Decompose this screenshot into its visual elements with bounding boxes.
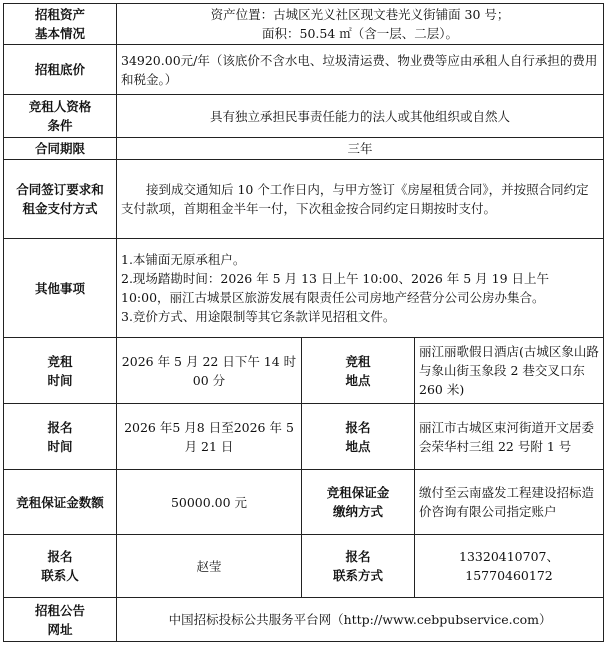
asset-value	[117, 4, 604, 45]
lease-info-table	[3, 3, 604, 642]
term-value: 三年	[117, 138, 604, 160]
signing-label-line1: 合同签订要求和	[16, 182, 104, 197]
row-term	[4, 138, 604, 160]
contact-person-label-line2: 联系人	[41, 568, 79, 583]
bidding-time-label-line2: 时间	[47, 372, 73, 388]
bidding-place-label	[302, 338, 415, 404]
bidding-time-label-line1: 竞租	[47, 353, 73, 369]
bidding-place-label-line2: 地点	[345, 372, 371, 388]
website-label-line2: 网址	[47, 621, 73, 637]
other-label: 其他事项	[4, 239, 117, 338]
other-item-3: 3.竞价方式、用途限制等其它条款详见招租文件。	[121, 309, 396, 324]
registration-time-label-line1: 报名	[47, 419, 73, 435]
bidding-time-label	[4, 338, 117, 404]
qualification-label-line1: 竞租人资格	[28, 99, 92, 114]
other-item-1: 1.本铺面无原承租户。	[121, 252, 246, 267]
signing-label-line2: 租金支付方式	[22, 201, 98, 216]
registration-place-label-line2: 地点	[345, 438, 371, 454]
registration-place-label	[302, 404, 415, 470]
base-price-value: 34920.00元/年（该底价不含水电、垃圾清运费、物业费等应由承租人自行承担的费用和税金。）	[117, 45, 604, 95]
registration-place-value: 丽江市古城区束河街道开文居委会荣华村三组 22 号附 1 号	[415, 404, 604, 470]
registration-place-label-line1: 报名	[345, 419, 371, 435]
other-item-2: 2.现场踏勘时间：2026 年 5 月 13 日上午 10:00、2026 年 5 月 19 日上午 10:00，丽江古城景区旅游发展有限责任公司房地产经营分公司公房办集合。	[121, 271, 549, 305]
signing-label	[4, 160, 117, 239]
website-label-line1: 招租公告	[34, 602, 85, 618]
website-value: 中国招标投标公共服务平台网（http://www.cebpubservice.com）	[117, 598, 604, 642]
contact-person-value: 赵莹	[117, 535, 302, 598]
registration-time-label	[4, 404, 117, 470]
contact-method-label	[302, 535, 415, 598]
asset-label	[4, 4, 117, 45]
signing-value: 接到成交通知后 10 个工作日内，与甲方签订《房屋租赁合同》，并按照合同约定支付款项，首期租金半年一付，下次租金按合同约定日期按时支付。	[117, 160, 604, 239]
deposit-method-label	[302, 470, 415, 535]
row-other	[4, 239, 604, 338]
row-deposit	[4, 470, 604, 535]
asset-label-line2: 基本情况	[34, 26, 85, 41]
website-label	[4, 598, 117, 642]
deposit-method-label-line2: 缴纳方式	[332, 504, 383, 519]
row-contact	[4, 535, 604, 598]
qualification-value: 具有独立承担民事责任能力的法人或其他组织或自然人	[117, 95, 604, 138]
row-bidding	[4, 338, 604, 404]
row-signing	[4, 160, 604, 239]
bidding-place-value: 丽江丽歌假日酒店(古城区象山路与象山街玉象段 2 巷交叉口东 260 米)	[415, 338, 604, 404]
contact-method-value: 13320410707、15770460172	[415, 535, 604, 598]
bidding-place-label-line1: 竞租	[345, 353, 371, 369]
other-value	[117, 239, 604, 338]
asset-label-line1: 招租资产	[34, 7, 85, 22]
row-qualification	[4, 95, 604, 138]
contact-person-label	[4, 535, 117, 598]
deposit-method-value: 缴付至云南盛发工程建设招标造价咨询有限公司指定账户	[415, 470, 604, 535]
row-website	[4, 598, 604, 642]
deposit-method-label-line1: 竞租保证金	[326, 485, 390, 500]
term-label: 合同期限	[4, 138, 117, 160]
deposit-amount-label: 竞租保证金数额	[4, 470, 117, 535]
registration-time-label-line2: 时间	[47, 438, 73, 454]
base-price-label: 招租底价	[4, 45, 117, 95]
qualification-label-line2: 条件	[47, 118, 73, 133]
registration-time-value: 2026 年5 月8 日至2026 年 5 月 21 日	[117, 404, 302, 470]
contact-person-label-line1: 报名	[47, 549, 73, 564]
row-asset	[4, 4, 604, 45]
asset-location: 资产位置：古城区光义社区现文巷光义街铺面 30 号；	[210, 7, 510, 22]
asset-area: 面积：50.54 ㎡（含一层、二层）。	[262, 26, 459, 41]
contact-method-label-line1: 报名	[345, 549, 371, 564]
row-registration	[4, 404, 604, 470]
contact-method-label-line2: 联系方式	[332, 568, 383, 583]
row-base-price	[4, 45, 604, 95]
deposit-amount-value: 50000.00 元	[117, 470, 302, 535]
bidding-time-value: 2026 年 5 月 22 日下午 14 时 00 分	[117, 338, 302, 404]
qualification-label	[4, 95, 117, 138]
